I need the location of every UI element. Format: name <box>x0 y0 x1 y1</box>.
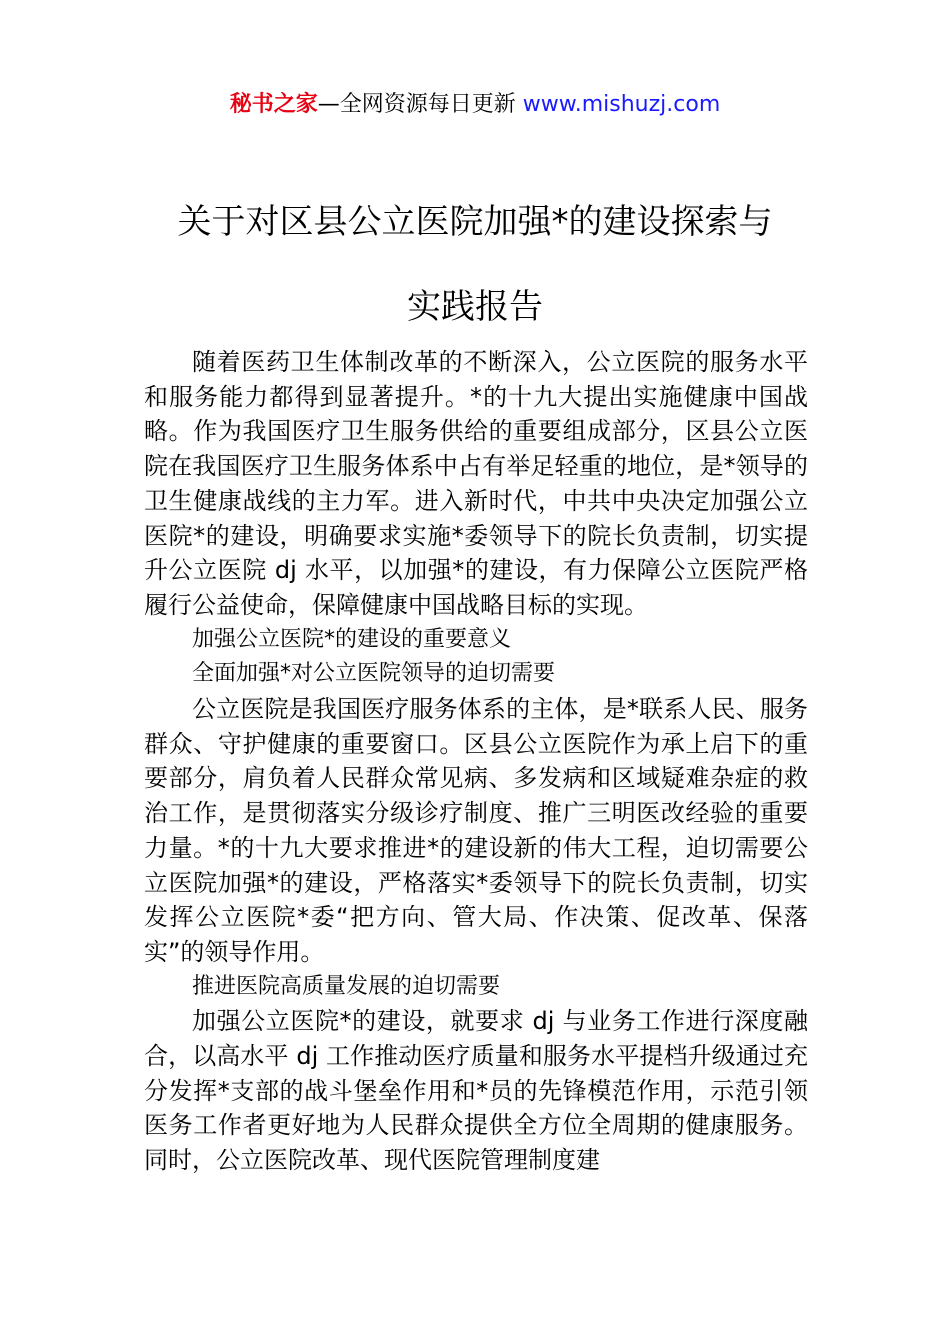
title-line-2: 实践报告 <box>407 287 543 327</box>
section-heading: 加强公立医院*的建设的重要意义 <box>192 626 512 652</box>
document-body <box>144 345 808 1178</box>
banner-tagline: —全网资源每日更新 <box>317 92 523 117</box>
body-paragraph: 公立医院是我国医疗服务体系的主体，是*联系人民、服务群众、守护健康的重要窗口。区县公立医院作为承上启下的重要部分，肩负着人民群众常见病、多发病和区域疑难杂症的救治工作，是贯彻落实分级诊疗制度、推广三明医改经验的重要力量。*的十九大要求推进*的建设新的伟大工程，迫切需要公立医院加强*的建设，严格落实*委领导下的院长负责制，切实发挥公立医院*委“把方向、管大局、作决策、促改革、保落实”的领导作用。 <box>144 695 808 966</box>
subsection-heading: 推进医院高质量发展的迫切需要 <box>192 973 501 999</box>
site-banner <box>0 89 950 121</box>
subsection-heading: 全面加强*对公立医院领导的迫切需要 <box>192 661 556 687</box>
site-url-link[interactable]: www.mishuzj.com <box>522 92 721 117</box>
body-paragraph: 加强公立医院*的建设，就要求 dj 与业务工作进行深度融合，以高水平 dj 工作推动医疗质量和服务水平提档升级通过充分发挥*支部的战斗堡垒作用和*员的先锋模范作用，示范引领医务工作者更好地为人民群众提供全方位全周期的健康服务。同时，公立医院改革、现代医院管理制度建 <box>144 1007 808 1175</box>
brand-name: 秘书之家 <box>229 92 318 117</box>
document-title <box>100 180 850 350</box>
body-paragraph: 随着医药卫生体制改革的不断深入，公立医院的服务水平和服务能力都得到显著提升。*的十九大提出实施健康中国战略。作为我国医疗卫生服务供给的重要组成部分，区县公立医院在我国医疗卫生服务体系中占有举足轻重的地位，是*领导的卫生健康战线的主力军。进入新时代，中共中央决定加强公立医院*的建设，明确要求实施*委领导下的院长负责制，切实提升公立医院 dj 水平，以加强*的建设，有力保障公立医院严格履行公益使命，保障健康中国战略目标的实现。 <box>144 348 808 619</box>
title-line-1: 关于对区县公立医院加强*的建设探索与 <box>177 202 773 242</box>
